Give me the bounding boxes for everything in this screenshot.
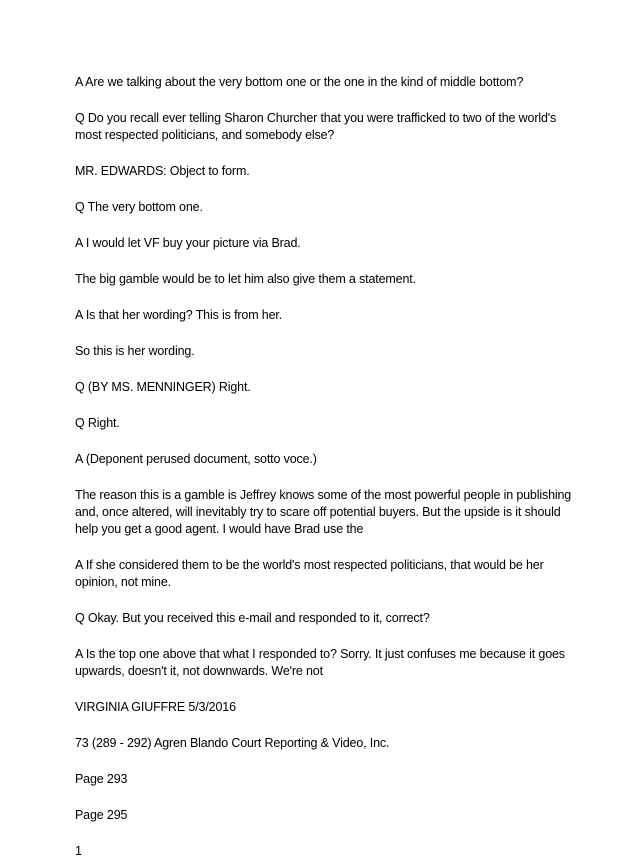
paragraph: Q (BY MS. MENNINGER) Right.	[75, 380, 251, 394]
paragraph: So this is her wording.	[75, 344, 195, 358]
paragraph: The reason this is a gamble is Jeffrey knows some of the most powerful people in publishing and, once altered, will inevitably try to scare off potential buyers. But the upside is it should help you get a good agent. I would have Brad use the	[75, 488, 572, 536]
paragraph: Q Okay. But you received this e-mail and responded to it, correct?	[75, 611, 430, 625]
page-number-label: Page 295	[75, 808, 128, 822]
paragraph: A I would let VF buy your picture via Brad.	[75, 236, 301, 250]
paragraph: A Are we talking about the very bottom one or the one in the kind of middle bottom?	[75, 75, 524, 89]
document-page	[75, 74, 575, 860]
paragraph: A (Deponent perused document, sotto voce.)	[75, 452, 317, 466]
line-number: 1	[75, 844, 82, 858]
paragraph: A If she considered them to be the world's most respected politicians, that would be her opinion, not mine.	[75, 558, 544, 589]
paragraph: MR. EDWARDS: Object to form.	[75, 164, 250, 178]
paragraph: The big gamble would be to let him also give them a statement.	[75, 272, 416, 286]
paragraph: Q The very bottom one.	[75, 200, 203, 214]
paragraph: Q Do you recall ever telling Sharon Churcher that you were trafficked to two of the world's most respected politicians, and somebody else?	[75, 111, 557, 142]
footer-reporter-line: 73 (289 - 292) Agren Blando Court Reporting & Video, Inc.	[75, 736, 390, 750]
paragraph: A Is the top one above that what I responded to? Sorry. It just confuses me because it goes upwards, doesn't it, not downwards. We're not	[75, 647, 565, 678]
page-number-label: Page 293	[75, 772, 128, 786]
paragraph: Q Right.	[75, 416, 120, 430]
footer-witness-date: VIRGINIA GIUFFRE 5/3/2016	[75, 700, 236, 714]
paragraph: A Is that her wording? This is from her.	[75, 308, 283, 322]
